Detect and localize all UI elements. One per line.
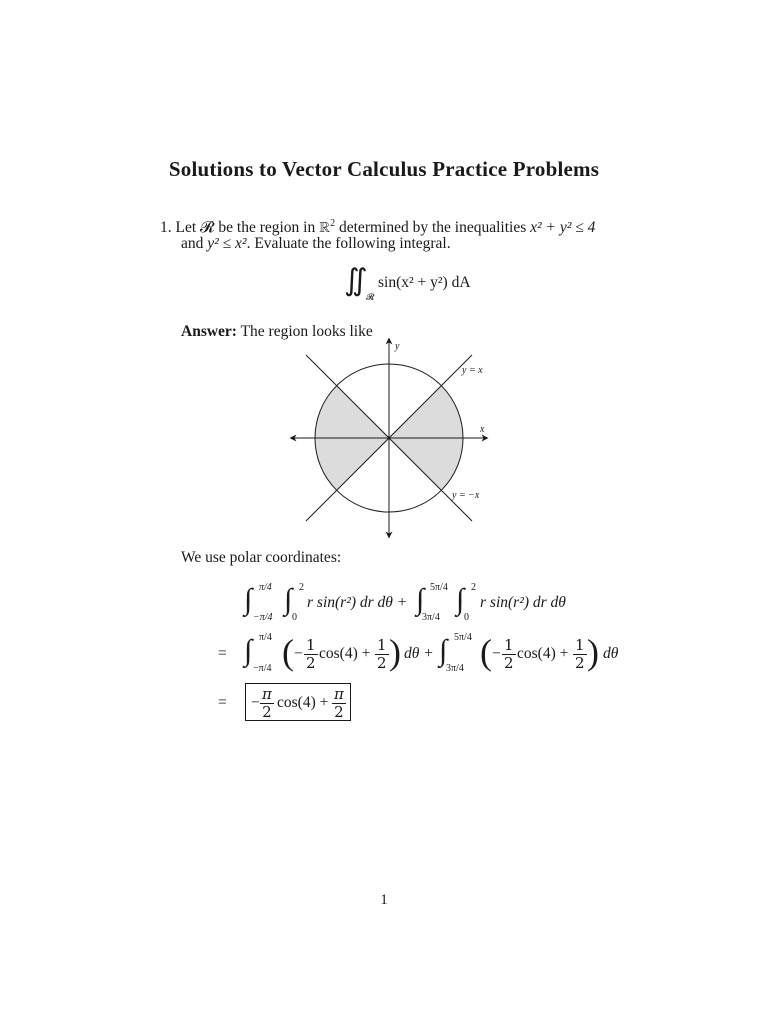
integral-upper-limit: 2	[471, 582, 476, 593]
problem-text-evaluate: . Evaluate the following integral.	[246, 235, 451, 252]
integral-upper-limit: π/4	[259, 582, 272, 593]
double-integral	[344, 266, 368, 296]
answer-label: Answer:	[181, 323, 237, 340]
double-integral-sign: ∬	[344, 264, 368, 297]
integral-sign: ∫	[244, 583, 253, 616]
fraction	[332, 686, 346, 721]
fraction	[375, 637, 389, 672]
equation-row-3	[218, 683, 378, 725]
integral-sign: ∫	[456, 583, 465, 616]
integral-sign: ∫	[416, 583, 425, 616]
integral-lower-limit: 3π/4	[422, 612, 440, 623]
fraction-numerator: 1	[377, 636, 387, 654]
integral-sign: ∫	[244, 634, 253, 667]
page-number: 1	[380, 892, 388, 908]
line-label-y-equals-x: y = x	[462, 365, 483, 376]
problem-statement-line2	[181, 233, 451, 254]
integrand-1: r sin(r²) dr dθ +	[307, 594, 408, 611]
right-paren: )	[587, 632, 599, 672]
integral-upper-limit: 5π/4	[430, 582, 448, 593]
answer-text: The region looks like	[240, 323, 373, 340]
left-paren: (	[282, 632, 294, 672]
minus-sign: −	[492, 645, 501, 662]
integral-sign: ∫	[284, 583, 293, 616]
fraction-denominator: 2	[575, 654, 585, 672]
dtheta-plus: dθ +	[404, 645, 434, 662]
fraction-denominator: 2	[262, 703, 272, 721]
fraction-denominator: 2	[377, 654, 387, 672]
integrand: sin(x² + y²) dA	[378, 274, 471, 291]
region-figure	[285, 335, 495, 545]
cos-term: cos(4) +	[319, 645, 371, 662]
fraction	[573, 637, 587, 672]
fraction-denominator: 2	[504, 654, 514, 672]
problem-text-b: be the region in	[218, 219, 316, 236]
polar-intro: We use polar coordinates:	[181, 549, 342, 566]
problem-number: 1.	[160, 219, 172, 236]
equals-sign: =	[218, 694, 227, 711]
real-space-exponent: 2	[330, 218, 336, 229]
cos-term: cos(4) +	[277, 694, 329, 711]
cos-term: cos(4) +	[517, 645, 569, 662]
line-label-y-equals-neg-x: y = −x	[452, 490, 480, 501]
equation-row-1	[244, 582, 604, 626]
x-axis-label: x	[480, 424, 485, 435]
integral-upper-limit: 5π/4	[454, 632, 472, 643]
fraction	[502, 637, 516, 672]
minus-sign: −	[294, 645, 303, 662]
minus-sign: −	[251, 694, 260, 711]
integral-upper-limit: 2	[299, 582, 304, 593]
integral-upper-limit: π/4	[259, 632, 272, 643]
integral-sign: ∫	[439, 634, 448, 667]
left-paren: (	[480, 632, 492, 672]
right-paren: )	[389, 632, 401, 672]
region-symbol: 𝓡	[200, 219, 215, 236]
integral-subscript: 𝓡	[366, 292, 375, 302]
integral-lower-limit: −π/4	[253, 612, 273, 623]
y-axis-label: y	[395, 341, 400, 352]
inequality-1: x² + y² ≤ 4	[530, 219, 596, 236]
fraction-denominator: 2	[306, 654, 316, 672]
integral-lower-limit: 0	[292, 612, 297, 623]
integral-lower-limit: 3π/4	[446, 663, 464, 674]
fraction	[304, 637, 318, 672]
fraction-numerator: 1	[575, 636, 585, 654]
fraction-numerator: π	[262, 685, 272, 703]
page-title: Solutions to Vector Calculus Practice Problems	[168, 157, 600, 181]
integrand-2: r sin(r²) dr dθ	[480, 594, 566, 611]
fraction-numerator: 1	[306, 636, 316, 654]
problem-text-a: Let	[175, 219, 197, 236]
integral-lower-limit: −π/4	[253, 663, 272, 674]
problem-text-and: and	[181, 235, 204, 252]
inequality-2: y² ≤ x²	[207, 235, 247, 252]
equation-row-2	[218, 632, 638, 678]
fraction-numerator: π	[334, 685, 344, 703]
dtheta: dθ	[603, 645, 619, 662]
fraction-denominator: 2	[334, 703, 344, 721]
fraction	[260, 686, 274, 721]
fraction-numerator: 1	[504, 636, 514, 654]
real-space: ℝ	[319, 219, 331, 236]
boxed-answer	[245, 683, 351, 721]
problem-text-c: determined by the inequalities	[339, 219, 527, 236]
equals-sign: =	[218, 645, 227, 662]
integral-lower-limit: 0	[464, 612, 469, 623]
